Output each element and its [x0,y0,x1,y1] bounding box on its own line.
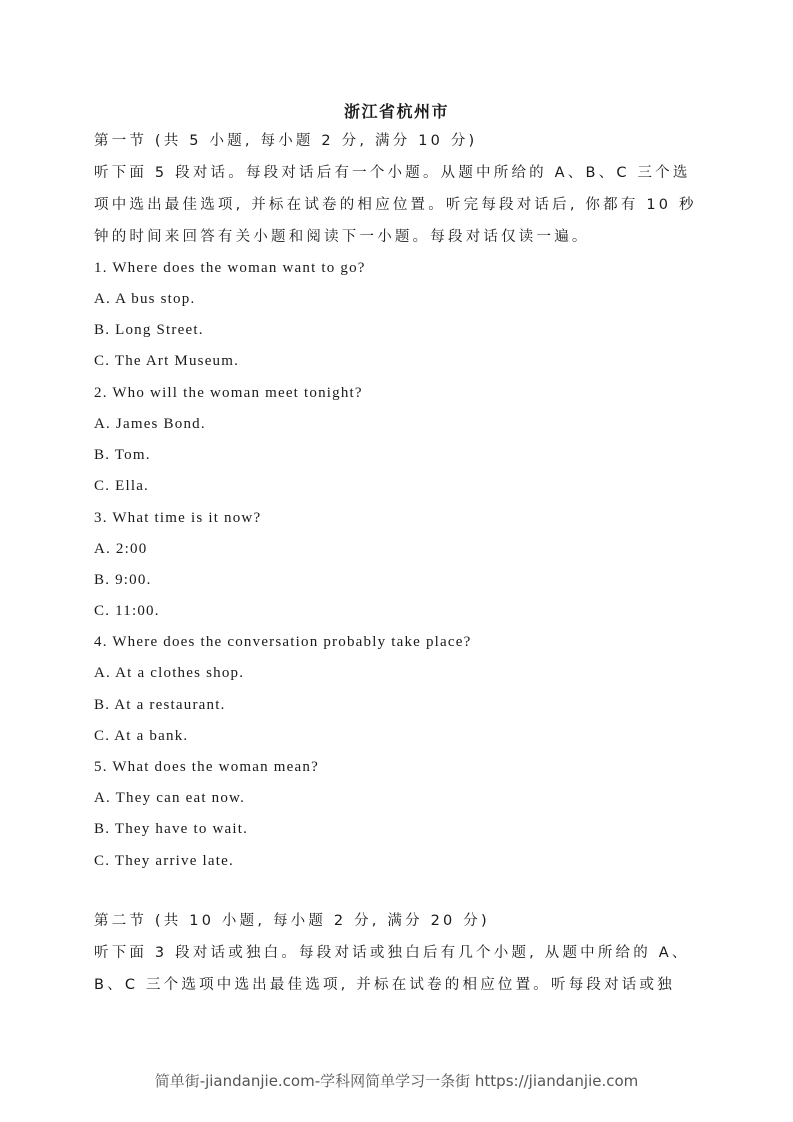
section2-instruction-line: 听下面 3 段对话或独白。每段对话或独白后有几个小题, 从题中所给的 A、 [94,945,690,961]
question-5: 5. What does the woman mean? [94,759,319,775]
section1-heading: 第一节 (共 5 小题, 每小题 2 分, 满分 10 分) [94,133,478,149]
section2-instruction-line: B、C 三个选项中选出最佳选项, 并标在试卷的相应位置。听每段对话或独 [94,977,675,993]
question-2-option-b: B. Tom. [94,447,151,463]
section1-instruction-line: 听下面 5 段对话。每段对话后有一个小题。从题中所给的 A、B、C 三个选 [94,165,691,181]
page-title: 浙江省杭州市 [343,102,449,121]
question-1-option-c: C. The Art Museum. [94,353,240,369]
question-2-option-c: C. Ella. [94,478,150,494]
question-5-option-c: C. They arrive late. [94,853,234,869]
question-1-option-a: A. A bus stop. [94,291,196,307]
question-1-option-b: B. Long Street. [94,322,204,338]
question-4: 4. Where does the conversation probably take place? [94,634,472,650]
question-3-option-b: B. 9:00. [94,572,152,588]
section1-instruction-line: 钟的时间来回答有关小题和阅读下一小题。每段对话仅读一遍。 [94,229,590,245]
question-4-option-b: B. At a restaurant. [94,697,226,713]
section2-heading: 第二节 (共 10 小题, 每小题 2 分, 满分 20 分) [94,913,490,929]
footer-watermark: 简单街-jiandanjie.com-学科网简单学习一条街 https://jiandanjie.com [154,1072,639,1090]
question-4-option-a: A. At a clothes shop. [94,665,245,681]
section1-instruction-line: 项中选出最佳选项, 并标在试卷的相应位置。听完每段对话后, 你都有 10 秒 [94,197,697,213]
question-3: 3. What time is it now? [94,510,262,526]
question-3-option-a: A. 2:00 [94,541,148,557]
question-5-option-a: A. They can eat now. [94,790,246,806]
question-1: 1. Where does the woman want to go? [94,260,366,276]
question-5-option-b: B. They have to wait. [94,821,249,837]
question-3-option-c: C. 11:00. [94,603,160,619]
question-2-option-a: A. James Bond. [94,416,206,432]
question-2: 2. Who will the woman meet tonight? [94,385,363,401]
question-4-option-c: C. At a bank. [94,728,189,744]
